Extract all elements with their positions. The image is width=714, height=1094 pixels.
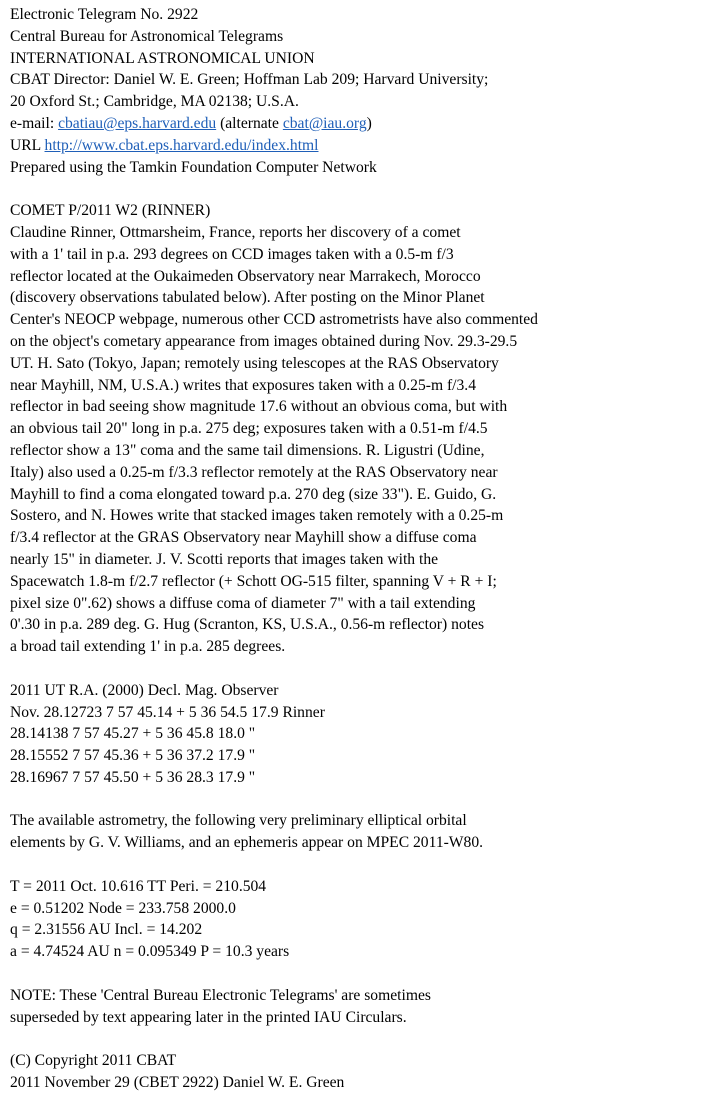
union-name: INTERNATIONAL ASTRONOMICAL UNION (10, 49, 315, 67)
body-line: (discovery observations tabulated below). After posting on the Minor Planet (10, 289, 485, 307)
body-line: UT. H. Sato (Tokyo, Japan; remotely using telescopes at the RAS Observatory (10, 354, 499, 372)
comet-body (10, 222, 710, 658)
body-line: near Mayhill, NM, U.S.A.) writes that exposures taken with a 0.25-m f/3.4 (10, 376, 476, 394)
telegram-number: Electronic Telegram No. 2922 (10, 6, 199, 23)
observation-row: 28.16967 7 57 45.50 + 5 36 28.3 17.9 " (10, 768, 256, 786)
email-mid: (alternate (216, 114, 283, 132)
signature-line: 2011 November 29 (CBET 2922) Daniel W. E. Green (10, 1074, 345, 1092)
body-line: Italy) also used a 0.25-m f/3.3 reflector remotely at the RAS Observatory near (10, 463, 498, 481)
spacer (10, 178, 710, 200)
url-prefix: URL (10, 136, 45, 154)
body-line: 0'.30 in p.a. 289 deg. G. Hug (Scranton, KS, U.S.A., 0.56-m reflector) notes (10, 616, 485, 634)
body-line: on the object's cometary appearance from images obtained during Nov. 29.3-29.5 (10, 332, 518, 350)
email-line (10, 113, 710, 135)
body-line: an obvious tail 20" long in p.a. 275 deg; exposures taken with a 0.51-m f/4.5 (10, 420, 488, 438)
observation-row: Nov. 28.12723 7 57 45.14 + 5 36 54.5 17.9 Rinner (10, 703, 325, 721)
spacer (10, 854, 710, 876)
orbital-element-line: a = 4.74524 AU n = 0.095349 P = 10.3 years (10, 943, 290, 961)
body-line: f/3.4 reflector at the GRAS Observatory near Mayhill show a diffuse coma (10, 529, 477, 547)
email-alt-link[interactable]: cbat@iau.org (282, 114, 367, 132)
body-line: Mayhill to find a coma elongated toward p.a. 270 deg (size 33"). E. Guido, G. (10, 485, 497, 503)
body-line: nearly 15" in diameter. J. V. Scotti reports that images taken with the (10, 550, 439, 568)
email-link[interactable]: cbatiau@eps.harvard.edu (58, 114, 217, 132)
body-line: reflector located at the Oukaimeden Observatory near Marrakech, Morocco (10, 267, 481, 285)
body-line: reflector in bad seeing show magnitude 17.6 without an obvious coma, but with (10, 398, 508, 416)
prepared-line: Prepared using the Tamkin Foundation Computer Network (10, 158, 377, 176)
orbital-element-line: q = 2.31556 AU Incl. = 14.202 (10, 921, 203, 939)
body-line: pixel size 0".62) shows a diffuse coma of diameter 7" with a tail extending (10, 594, 476, 612)
body-line: Sostero, and N. Howes write that stacked images taken remotely with a 0.25-m (10, 507, 504, 525)
body-line: with a 1' tail in p.a. 293 degrees on CCD images taken with a 0.5-m f/3 (10, 245, 454, 263)
spacer (10, 1028, 710, 1050)
body-line: Claudine Rinner, Ottmarsheim, France, reports her discovery of a comet (10, 223, 461, 241)
email-prefix: e-mail: (10, 114, 59, 132)
director-address-line1: CBAT Director: Daniel W. E. Green; Hoffman Lab 209; Harvard University; (10, 71, 489, 89)
spacer (10, 963, 710, 985)
body-line: reflector show a 13" coma and the same tail dimensions. R. Ligustri (Udine, (10, 441, 485, 459)
orbital-element-line: e = 0.51202 Node = 233.758 2000.0 (10, 899, 236, 917)
spacer (10, 658, 710, 680)
orbital-element-line: T = 2011 Oct. 10.616 TT Peri. = 210.504 (10, 877, 267, 895)
director-address-line2: 20 Oxford St.; Cambridge, MA 02138; U.S.A. (10, 93, 299, 111)
observation-row: 28.14138 7 57 45.27 + 5 36 45.8 18.0 " (10, 725, 256, 743)
astrometry-line: elements by G. V. Williams, and an ephemeris appear on MPEC 2011-W80. (10, 834, 484, 852)
body-line: a broad tail extending 1' in p.a. 285 degrees. (10, 638, 286, 656)
body-line: Center's NEOCP webpage, numerous other CCD astrometrists have also commented (10, 311, 538, 329)
url-link[interactable]: http://www.cbat.eps.harvard.edu/index.html (44, 136, 319, 154)
comet-title: COMET P/2011 W2 (RINNER) (10, 202, 211, 220)
observation-row: 28.15552 7 57 45.36 + 5 36 37.2 17.9 " (10, 747, 256, 765)
note-line: NOTE: These 'Central Bureau Electronic Telegrams' are sometimes (10, 986, 431, 1004)
bureau-name: Central Bureau for Astronomical Telegrams (10, 27, 284, 45)
url-line (10, 135, 710, 157)
body-line: Spacewatch 1.8-m f/2.7 reflector (+ Schott OG-515 filter, spanning V + R + I; (10, 572, 497, 590)
observations-header: 2011 UT R.A. (2000) Decl. Mag. Observer (10, 681, 279, 699)
copyright-line: (C) Copyright 2011 CBAT (10, 1052, 177, 1070)
note-line: superseded by text appearing later in the printed IAU Circulars. (10, 1008, 407, 1026)
email-suffix: ) (366, 114, 372, 132)
spacer (10, 789, 710, 811)
astrometry-line: The available astrometry, the following very preliminary elliptical orbital (10, 812, 467, 830)
